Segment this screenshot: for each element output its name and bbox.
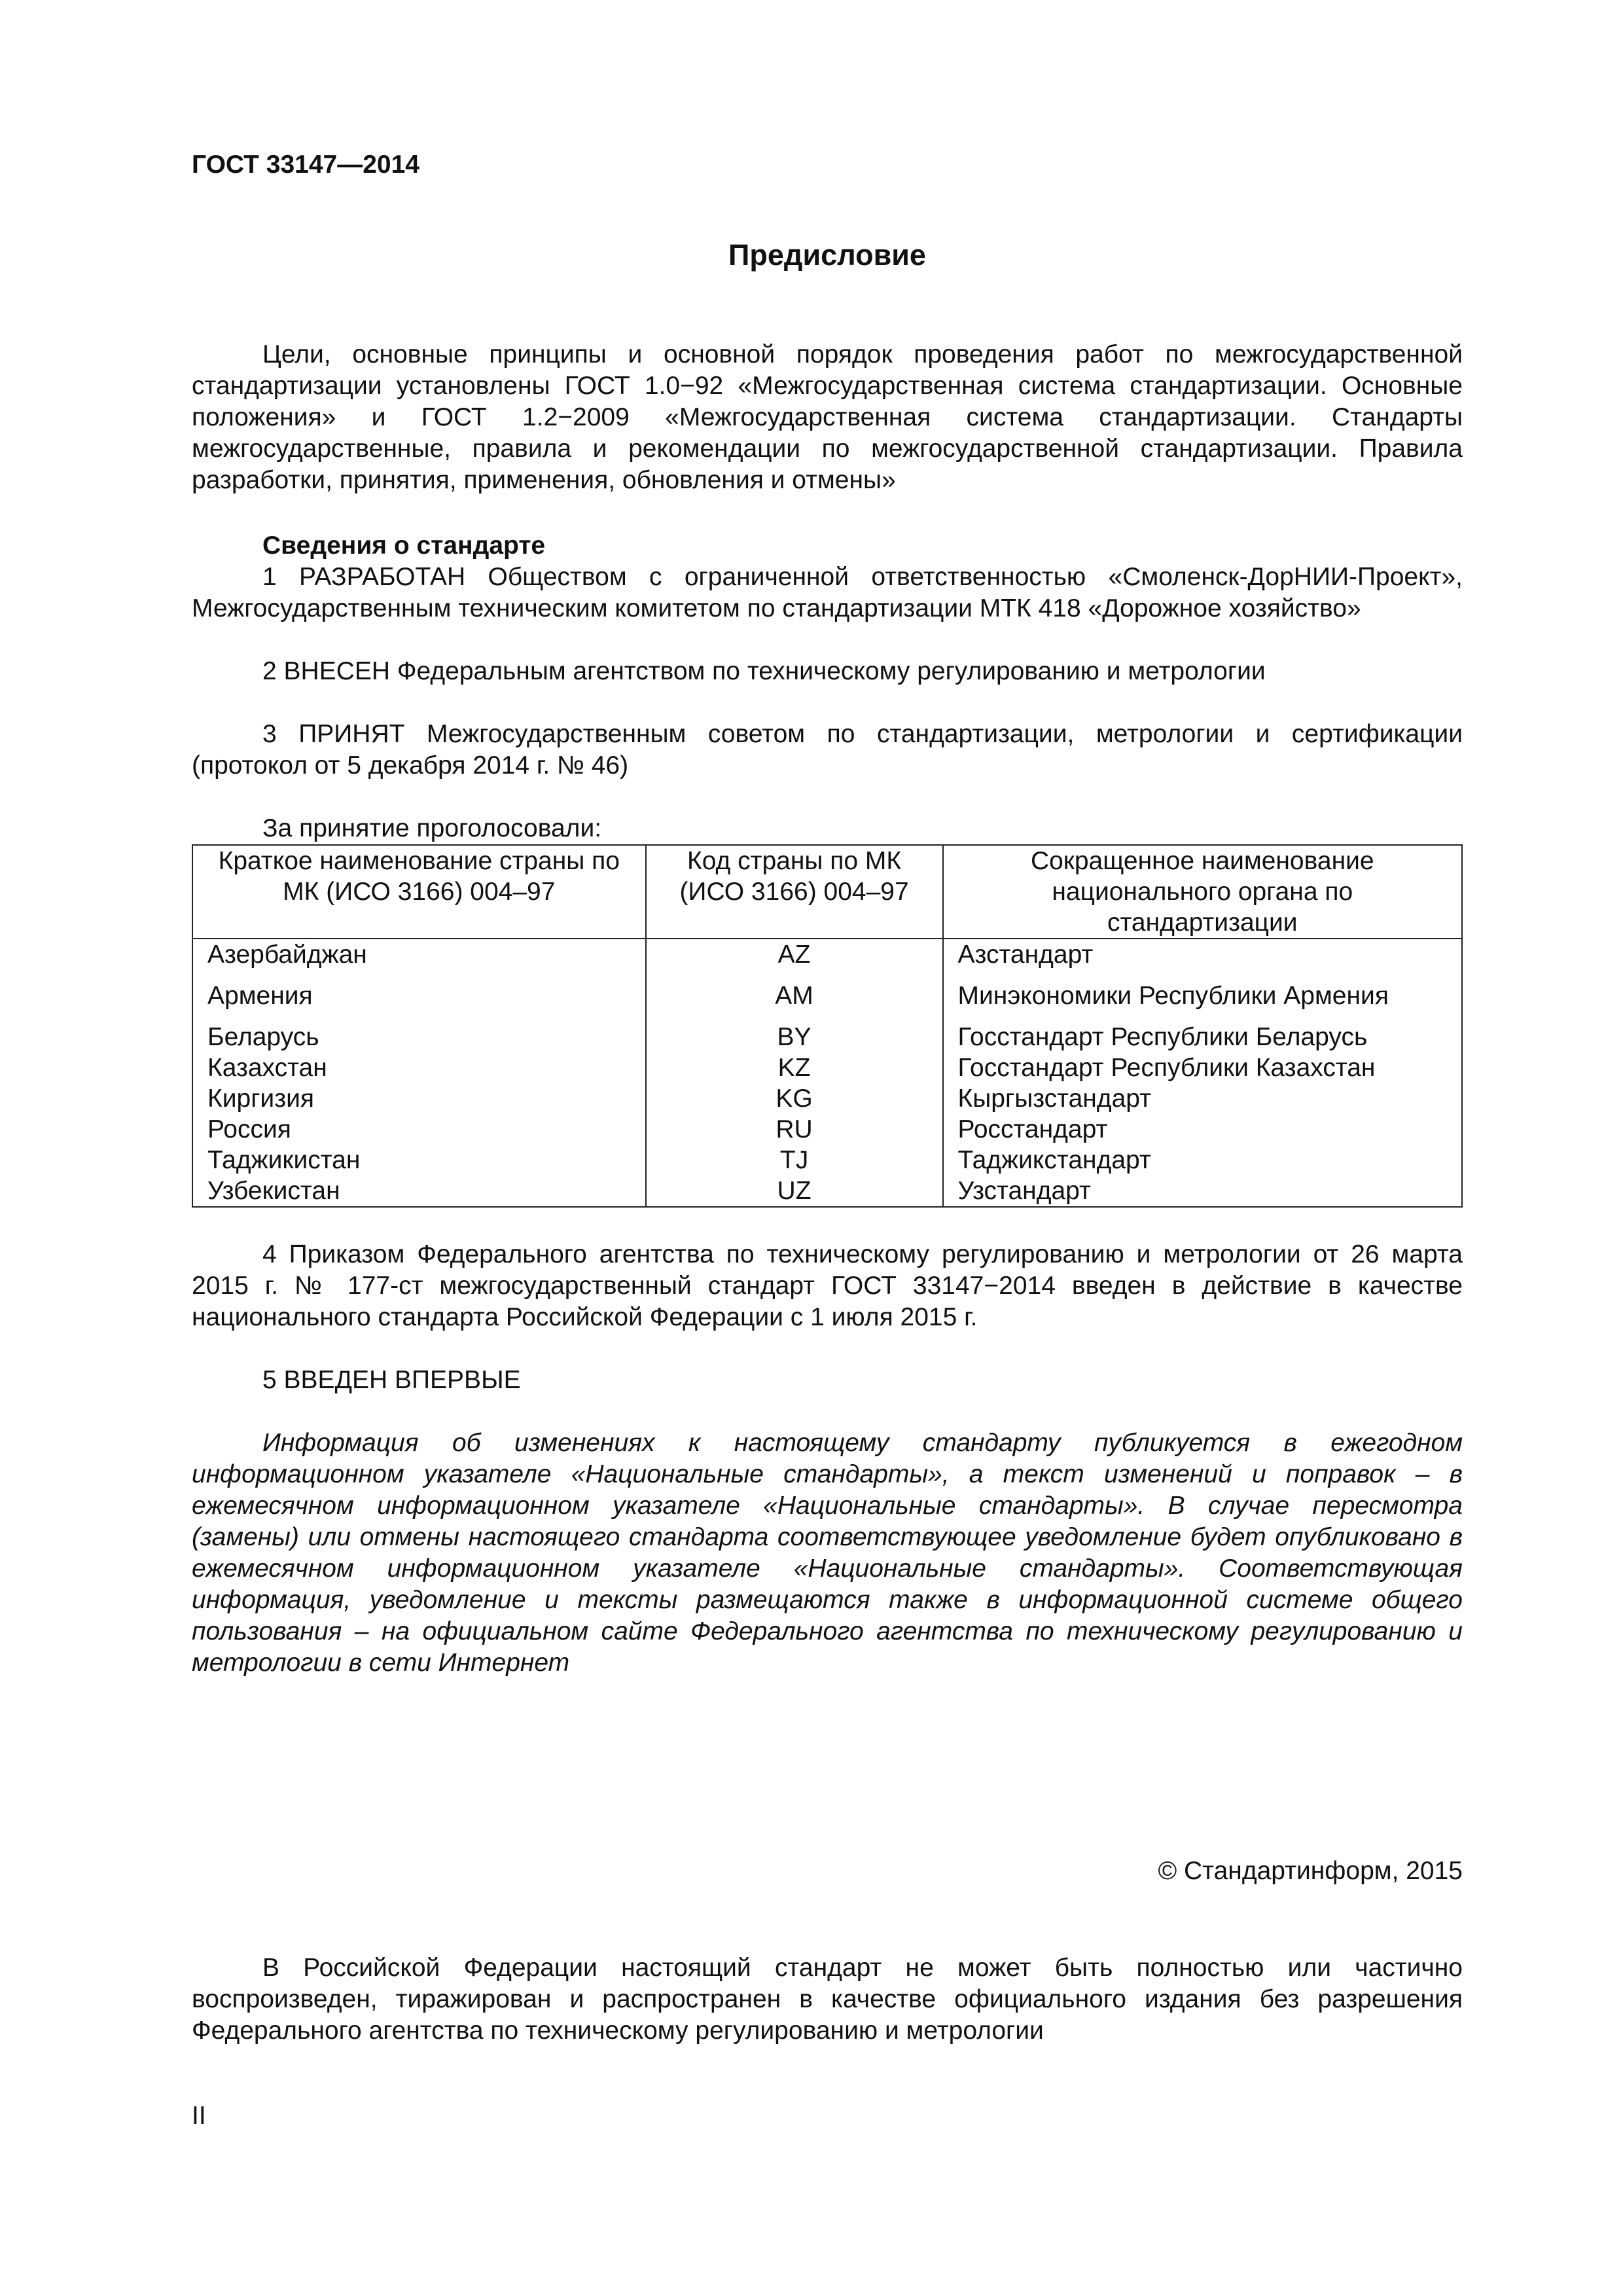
page-title: Предисловие	[728, 238, 926, 272]
table-row	[192, 1011, 1462, 1052]
document-header: ГОСТ 33147—2014	[192, 151, 419, 179]
cell-code: KG	[646, 1083, 943, 1114]
info-item-submitted: 2 ВНЕСЕН Федеральным агентством по техническому регулированию и метрологии	[262, 657, 1266, 685]
cell-code: BY	[646, 1011, 943, 1052]
cell-body: Кыргызстандарт	[943, 1083, 1462, 1114]
cell-code: RU	[646, 1114, 943, 1145]
page-content	[192, 149, 1463, 2132]
cell-country: Армения	[192, 970, 646, 1011]
info-item-enacted: 4 Приказом Федерального агентства по техническому регулированию и метрологии от 26 марта 2015 г. № 177-ст межгосударственный стандарт ГОСТ 33147−2014 введен в действие в качестве национального стандарта Российской Федерации с 1 июля 2015 г.	[192, 1240, 1463, 1331]
cell-body: Росстандарт	[943, 1114, 1462, 1145]
cell-country: Узбекистан	[192, 1175, 646, 1207]
table-row	[192, 939, 1462, 970]
cell-country: Россия	[192, 1114, 646, 1145]
cell-body: Госстандарт Республики Казахстан	[943, 1052, 1462, 1083]
cell-code: AM	[646, 970, 943, 1011]
table-row	[192, 1175, 1462, 1207]
table-row	[192, 970, 1462, 1011]
header-country-name: Краткое наименование страны по МК (ИСО 3166) 004–97	[192, 845, 646, 939]
cell-country: Беларусь	[192, 1011, 646, 1052]
table-row	[192, 1052, 1462, 1083]
table-row	[192, 1114, 1462, 1145]
table-row	[192, 1083, 1462, 1114]
voted-label: За принятие проголосовали:	[262, 814, 602, 842]
section-title-standard-info: Сведения о стандарте	[262, 531, 546, 560]
cell-code: AZ	[646, 939, 943, 970]
cell-code: TJ	[646, 1145, 943, 1175]
cell-country: Таджикистан	[192, 1145, 646, 1175]
header-standards-body: Сокращенное наименование национального органа по стандартизации	[943, 845, 1462, 939]
changes-info-paragraph: Информация об изменениях к настоящему стандарту публикуется в ежегодном информационном указателе «Национальные стандарты», а текст изменений и поправок – в ежемесячном информационном указателе «Национальные стандарты». В случае пересмотра (замены) или отмены настоящего стандарта соответствующее уведомление будет опубликовано в ежемесячном информационном указателе «Национальные стандарты». Соответствующая информация, уведомление и тексты размещаются также в информационной системе общего пользования – на официальном сайте Федерального агентства по техническому регулированию и метрологии в сети Интернет	[192, 1429, 1463, 1677]
cell-code: KZ	[646, 1052, 943, 1083]
cell-country: Казахстан	[192, 1052, 646, 1083]
voters-table	[192, 844, 1463, 1208]
goals-paragraph: Цели, основные принципы и основной порядок проведения работ по межгосударственной стандартизации установлены ГОСТ 1.0−92 «Межгосударственная система стандартизации. Основные положения» и ГОСТ 1.2−2009 «Межгосударственная система стандартизации. Стандарты межгосударственные, правила и рекомендации по межгосударственной стандартизации. Правила разработки, принятия, применения, обновления и отмены»	[192, 340, 1463, 494]
reproduction-notice: В Российской Федерации настоящий стандарт не может быть полностью или частично воспроизведен, тиражирован и распространен в качестве официального издания без разрешения Федерального агентства по техническому регулированию и метрологии	[192, 1954, 1463, 2045]
cell-body: Госстандарт Республики Беларусь	[943, 1011, 1462, 1052]
cell-body: Минэкономики Республики Армения	[943, 970, 1462, 1011]
cell-code: UZ	[646, 1175, 943, 1207]
table-row	[192, 1145, 1462, 1175]
cell-body: Узстандарт	[943, 1175, 1462, 1207]
copyright-notice: © Стандартинформ, 2015	[1158, 1857, 1463, 1885]
header-country-code: Код страны по МК (ИСО 3166) 004–97	[646, 845, 943, 939]
cell-body: Азстандарт	[943, 939, 1462, 970]
cell-country: Киргизия	[192, 1083, 646, 1114]
info-item-first-introduced: 5 ВВЕДЕН ВПЕРВЫЕ	[262, 1366, 521, 1394]
info-item-adopted: 3 ПРИНЯТ Межгосударственным советом по стандартизации, метрологии и сертификации (протокол от 5 декабря 2014 г. № 46)	[192, 720, 1463, 780]
info-item-developed: 1 РАЗРАБОТАН Обществом с ограниченной ответственностью «Смоленск-ДорНИИ-Проект», Межгосударственным техническим комитетом по стандартизации МТК 418 «Дорожное хозяйство»	[192, 563, 1463, 622]
cell-body: Таджикстандарт	[943, 1145, 1462, 1175]
page-number: II	[192, 2102, 206, 2130]
table-header-row	[192, 845, 1462, 939]
cell-country: Азербайджан	[192, 939, 646, 970]
